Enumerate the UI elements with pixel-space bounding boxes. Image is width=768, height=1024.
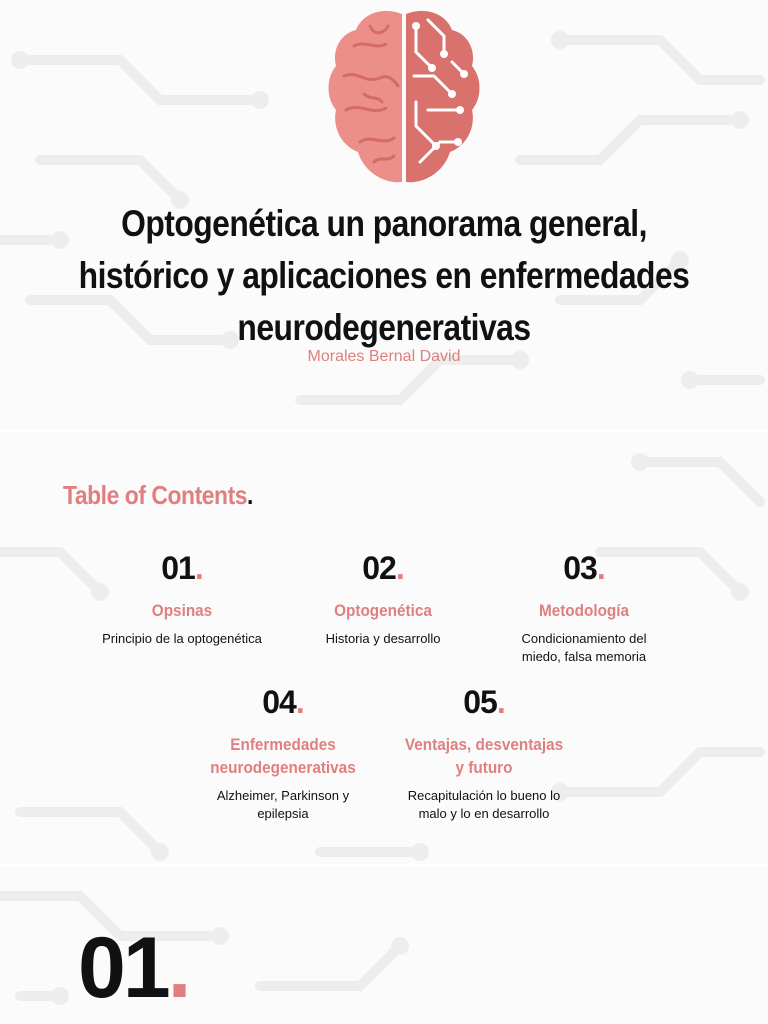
toc-item-ventajas — [384, 684, 584, 823]
toc-item-number — [183, 684, 383, 721]
toc-item-title — [494, 599, 674, 622]
title-line: y futuro — [455, 758, 513, 777]
number-dot: . — [395, 550, 404, 586]
number-text: 02 — [362, 550, 396, 586]
title-line: Metodología — [538, 601, 630, 620]
toc-item-metodologia — [484, 550, 684, 666]
toc-item-description — [484, 630, 684, 666]
title-line: Enfermedades — [230, 735, 336, 754]
toc-item-optogenetica — [283, 550, 483, 648]
toc-item-title — [293, 599, 473, 622]
toc-heading — [63, 480, 253, 511]
toc-item-description — [283, 630, 483, 648]
number-text: 03 — [563, 550, 597, 586]
presentation-title — [71, 198, 697, 354]
desc-line: epilepsia — [257, 806, 309, 821]
toc-item-number — [384, 684, 584, 721]
number-dot: . — [596, 550, 605, 586]
toc-item-description — [183, 787, 383, 823]
title-line-1: Optogenética un panorama general, — [121, 203, 647, 244]
title-line: neurodegenerativas — [210, 758, 356, 777]
cover-slide — [0, 0, 768, 430]
toc-item-opsinas — [82, 550, 282, 648]
toc-item-title — [92, 599, 272, 622]
toc-item-description — [384, 787, 584, 823]
toc-item-description — [82, 630, 282, 648]
toc-heading-text: Table of Contents — [63, 480, 248, 510]
number-dot: . — [194, 550, 203, 586]
toc-item-title — [193, 733, 373, 779]
toc-heading-dot: . — [247, 480, 253, 510]
number-text: 04 — [262, 684, 296, 720]
toc-item-number — [484, 550, 684, 587]
desc-line: Principio de la optogenética — [102, 631, 262, 646]
section-number — [78, 918, 189, 1018]
number-dot: . — [496, 684, 505, 720]
desc-line: Recapitulación lo bueno lo — [407, 788, 561, 803]
toc-item-title — [394, 733, 574, 779]
number-dot: . — [295, 684, 304, 720]
toc-item-enfermedades — [183, 684, 383, 823]
title-line: Opsinas — [151, 601, 213, 620]
desc-line: malo y lo en desarrollo — [418, 806, 550, 821]
number-text: 01 — [161, 550, 195, 586]
desc-line: Historia y desarrollo — [325, 631, 441, 646]
title-line: Ventajas, desventajas — [404, 735, 564, 754]
section-number-text: 01 — [78, 920, 168, 1016]
title-line-2: histórico y aplicaciones en enfermedades — [78, 255, 690, 296]
toc-item-number — [82, 550, 282, 587]
brain-icon — [324, 6, 484, 196]
desc-line: Condicionamiento del — [521, 631, 647, 646]
title-line-3: neurodegenerativas — [237, 307, 531, 348]
number-text: 05 — [463, 684, 497, 720]
desc-line: miedo, falsa memoria — [521, 649, 647, 664]
desc-line: Alzheimer, Parkinson y — [216, 788, 350, 803]
author-name: Morales Bernal David — [307, 348, 461, 365]
section-number-dot: . — [167, 920, 189, 1016]
title-line: Optogenética — [334, 601, 432, 620]
toc-item-number — [283, 550, 483, 587]
